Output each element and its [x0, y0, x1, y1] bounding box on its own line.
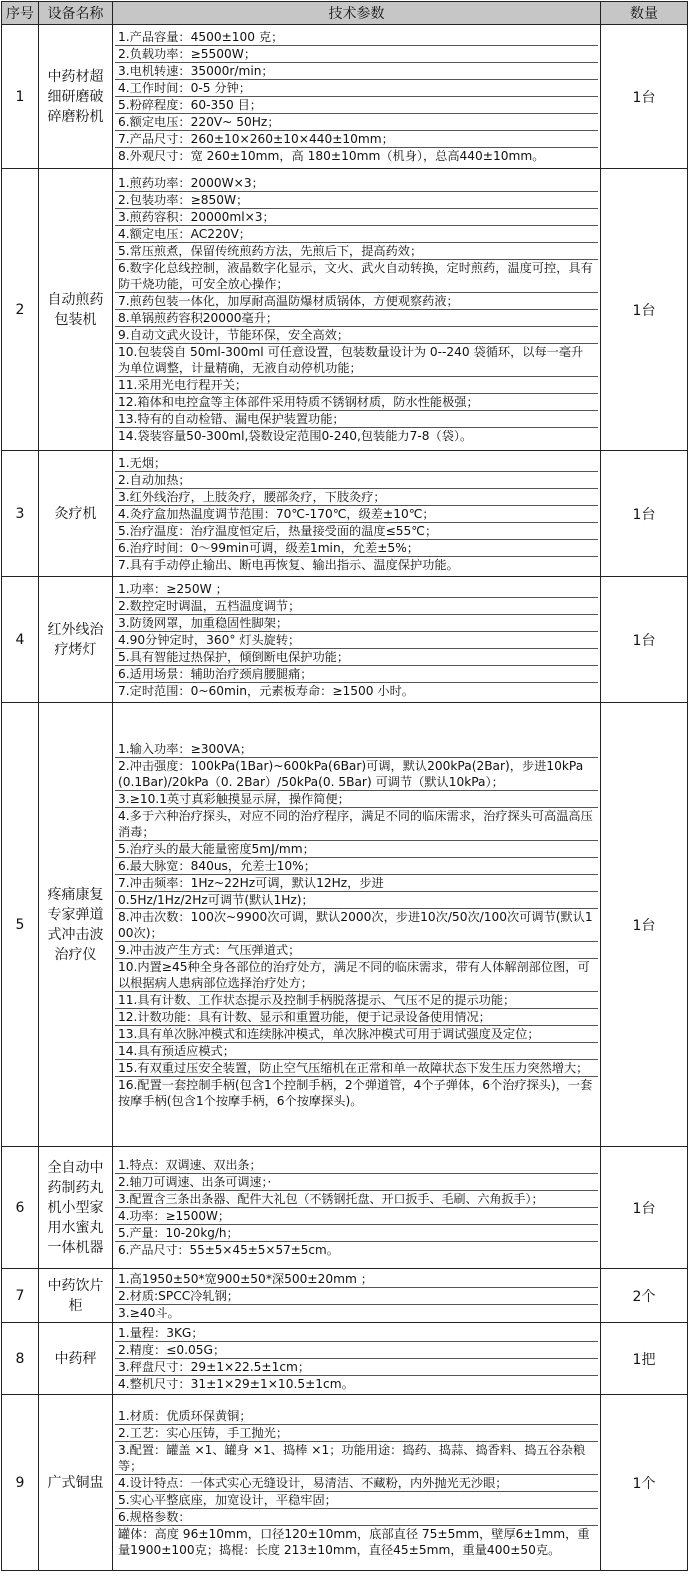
table-row	[2, 577, 688, 703]
param-line: 3.配置含三条出条器、配件大礼包（不锈钢托盘、开口扳手、毛刷、六角扳手）；	[115, 1191, 598, 1208]
param-line: 6.规格参数：	[115, 1509, 598, 1526]
row-params	[113, 1323, 601, 1395]
param-line: 2.负载功率：≥5500W；	[115, 46, 598, 63]
row-qty: 1台	[601, 25, 688, 169]
param-line: 1.特点：双调速、双出条；	[115, 1157, 598, 1174]
param-line: 5.治疗头的最大能量密度5mJ/mm；	[115, 841, 598, 858]
row-params	[113, 451, 601, 577]
param-line: 罐体：高度 96±10mm，口径120±10mm，底部直径 75±5mm，壁厚6±1mm，重量1900±100克；捣棍：长度 213±10mm，直径45±5mm，重量400±50克。	[118, 1526, 590, 1557]
param-line: 4.功率：≥1500W；	[115, 1208, 598, 1225]
param-line: 8.外观尺寸：宽 260±10mm，高 180±10mm（机身），总高440±10mm。	[118, 149, 545, 163]
param-line: 14.袋装容量50-300ml,袋数设定范围0-240,包装能力7-8（袋）。	[118, 429, 473, 443]
header-qty: 数量	[601, 2, 688, 25]
param-line: 7.煎药包装一体化，加厚耐高温防爆材质锅体，方便观察药液；	[115, 293, 598, 310]
table-row	[2, 1323, 688, 1395]
param-line: 11.具有计数、工作状态提示及控制手柄脱落提示、气压不足的提示功能；	[115, 992, 598, 1009]
row-name: 中药材超细研磨破碎磨粉机	[39, 25, 113, 169]
param-line: 8.单锅煎药容积20000毫升；	[115, 310, 598, 327]
row-name: 全自动中药制药丸机小型家用水蜜丸一体机器	[39, 1147, 113, 1269]
param-line: 9.冲击波产生方式：气压弹道式；	[115, 942, 598, 959]
param-line: 5.粉碎程度：60-350 目；	[115, 97, 598, 114]
param-line: 1.高1950±50*宽900±50*深500±20mm ；	[115, 1271, 598, 1288]
table-row	[2, 451, 688, 577]
row-params	[113, 1147, 601, 1269]
param-line: 1.煎药功率：2000W×3；	[115, 175, 598, 192]
param-line: 3.电机转速：35000r/min；	[115, 63, 598, 80]
header-params: 技术参数	[113, 2, 601, 25]
param-line: 1.材质：优质环保黄铜；	[115, 1408, 598, 1425]
table-row	[2, 25, 688, 169]
row-qty: 1台	[601, 1147, 688, 1269]
param-line: 11.采用光电行程开关；	[115, 377, 598, 394]
param-line: 1.功率：≥250W ；	[115, 581, 598, 598]
param-line: 5.治疗温度：治疗温度恒定后，热量接受面的温度≤55℃；	[115, 523, 598, 540]
param-line: 6.数字化总线控制，液晶数字化显示，文火、武火自动转换，定时煎药，温度可控，具有防干烧功能，可安全放心操作；	[115, 260, 598, 293]
param-line: 1.量程：3KG；	[115, 1325, 598, 1342]
row-params	[113, 577, 601, 703]
param-line: 6.适用场景：辅助治疗颈肩腰腿痛；	[115, 666, 598, 683]
row-no: 9	[2, 1395, 39, 1571]
param-line: 0.5Hz/1Hz/2Hz可调节(默认1Hz)；	[115, 892, 598, 909]
param-line: 7.定时范围：0~60min，元素板寿命：≥1500 小时。	[118, 683, 414, 698]
param-line: 2.冲击强度：100kPa(1Bar)~600kPa(6Bar)可调，默认200kPa(2Bar)，步进10kPa(0.1Bar)/20kPa（0. 2Bar）/50kPa(0. 5Bar) 可调节（默认10kPa）；	[115, 758, 598, 791]
table-row	[2, 169, 688, 451]
row-no: 1	[2, 25, 39, 169]
row-qty: 1把	[601, 1323, 688, 1395]
row-name: 疼痛康复专家弹道式冲击波治疗仪	[39, 703, 113, 1147]
param-line: 2.工艺：实心压铸，手工抛光；	[115, 1425, 598, 1442]
param-line: 10.包装袋自 50ml-300ml 可任意设置，包装数量设计为 0--240 袋循环，以每一毫升为单位调整，计量精确，无液自动停机功能；	[115, 344, 598, 377]
param-line: 5.具有智能过热保护，倾倒断电保护功能；	[115, 649, 598, 666]
param-line: 4.工作时间：0-5 分钟；	[115, 80, 598, 97]
param-line: 9.自动文武火设计，节能环保，安全高效；	[115, 327, 598, 344]
row-params	[113, 25, 601, 169]
param-line: 4.90分钟定时，360° 灯头旋转；	[115, 632, 598, 649]
param-line: 2.精度：≤0.05G；	[115, 1342, 598, 1359]
table-row	[2, 703, 688, 1147]
row-params	[113, 703, 601, 1147]
row-name: 灸疗机	[39, 451, 113, 577]
param-line: 12.箱体和电控盒等主体部件采用特质不锈钢材质，防水性能极强；	[115, 394, 598, 411]
row-no: 6	[2, 1147, 39, 1269]
row-qty: 1个	[601, 1395, 688, 1571]
param-line: 1.产品容量：4500±100 克；	[115, 29, 598, 46]
param-line: 2.包装功率：≥850W；	[115, 192, 598, 209]
param-line: 7.冲击频率：1Hz~22Hz可调，默认12Hz，步进	[115, 875, 598, 892]
row-qty: 1台	[601, 577, 688, 703]
param-line: 5.产量：10-20kg/h；	[115, 1225, 598, 1242]
param-line: 4.额定电压：AC220V；	[115, 226, 598, 243]
row-name: 红外线治疗烤灯	[39, 577, 113, 703]
param-line: 10.内置≥45种全身各部位的治疗处方，满足不同的临床需求，带有人体解剖部位图，可以根据病人患病部位选择治疗处方；	[115, 959, 598, 992]
param-line: 12.计数功能：具有计数、显示和重置功能，便于记录设备使用情况；	[115, 1009, 598, 1026]
param-line: 5.常压煎煮，保留传统煎药方法，先煎后下，提高药效；	[115, 243, 598, 260]
param-line: 8.冲击次数：100次~9900次可调，默认2000次，步进10次/50次/100次可调节(默认100次)；	[115, 909, 598, 942]
table-row	[2, 1269, 688, 1323]
param-line: 13.具有单次脉冲模式和连续脉冲模式，单次脉冲模式可用于调试强度及定位；	[115, 1026, 598, 1043]
param-line: 4.整机尺寸：31±1×29±1×10.5±1cm。	[118, 1377, 354, 1391]
param-line: 2.轴刀可调速、出条可调速；·	[115, 1174, 598, 1191]
param-line: 3.红外线治疗，上肢灸疗，腰部灸疗，下肢灸疗；	[115, 489, 598, 506]
row-name: 自动煎药包装机	[39, 169, 113, 451]
param-line: 6.治疗时间：0～99min可调，级差1min，允差±5%；	[115, 540, 598, 557]
row-no: 7	[2, 1269, 39, 1323]
param-line: 5.实心平整底座，加宽设计，平稳牢固；	[115, 1492, 598, 1509]
param-line: 3.煎药容积：20000ml×3；	[115, 209, 598, 226]
param-line: 1.无烟；	[115, 455, 598, 472]
param-line: 1.输入功率：≥300VA；	[115, 741, 598, 758]
param-line: 6.额定电压：220V~ 50Hz；	[115, 114, 598, 131]
row-no: 8	[2, 1323, 39, 1395]
param-line: 3.防烫网罩，加重稳固性脚架；	[115, 615, 598, 632]
row-qty: 2个	[601, 1269, 688, 1323]
row-params	[113, 1395, 601, 1571]
param-line: 6.最大脉宽：840us，允差士10%；	[115, 858, 598, 875]
equipment-spec-table	[1, 1, 688, 1571]
row-params	[113, 1269, 601, 1323]
table-row	[2, 1147, 688, 1269]
param-line: 15.有双重过压安全装置，防止空气压缩机在正常和单一故障状态下发生压力突然增大；	[115, 1060, 598, 1077]
header-name: 设备名称	[39, 2, 113, 25]
row-no: 3	[2, 451, 39, 577]
param-line: 14.具有预适应模式；	[115, 1043, 598, 1060]
row-name: 广式铜盅	[39, 1395, 113, 1571]
param-line: 3.秤盘尺寸：29±1×22.5±1cm；	[115, 1359, 598, 1376]
row-no: 4	[2, 577, 39, 703]
param-line: 3.≥10.1英寸真彩触摸显示屏，操作简便；	[115, 791, 598, 808]
param-line: 7.具有手动停止输出、断电再恢复、输出指示、温度保护功能。	[118, 557, 459, 572]
table-row	[2, 1395, 688, 1571]
param-line: 13.特有的自动检错、漏电保护装置功能；	[115, 411, 598, 428]
param-line: 2.自动加热；	[115, 472, 598, 489]
row-no: 2	[2, 169, 39, 451]
row-params	[113, 169, 601, 451]
param-line: 4.多于六种治疗探头，对应不同的治疗程序，满足不同的临床需求，治疗探头可高温高压消毒；	[115, 808, 598, 841]
param-line: 2.材质:SPCC冷轧钢；	[115, 1288, 598, 1305]
param-line: 3.≥40斗。	[118, 1305, 180, 1320]
param-line: 16.配置一套控制手柄(包含1个控制手柄，2个弹道管，4个子弹体，6个治疗探头)，一套按摩手柄(包含1个按摩手柄，6个按摩探头)。	[118, 1077, 593, 1108]
row-no: 5	[2, 703, 39, 1147]
row-qty: 1台	[601, 169, 688, 451]
table-header	[2, 2, 688, 25]
row-name: 中药秤	[39, 1323, 113, 1395]
row-name: 中药饮片柜	[39, 1269, 113, 1323]
header-no: 序号	[2, 2, 39, 25]
row-qty: 1台	[601, 451, 688, 577]
param-line: 2.数控定时调温，五档温度调节；	[115, 598, 598, 615]
param-line: 4.设计特点：一体式实心无缝设计，易清洁、不藏粉，内外抛光无沙眼；	[115, 1475, 598, 1492]
param-line: 4.灸疗盒加热温度调节范围：70℃-170℃，级差±10℃；	[115, 506, 598, 523]
param-line: 7.产品尺寸：260±10×260±10×440±10mm；	[115, 131, 598, 148]
param-line: 3.配置：罐盖 ×1、罐身 ×1、捣棒 ×1；功能用途：捣药、捣蒜、捣香料、捣五谷杂粮等；	[115, 1442, 598, 1475]
row-qty: 1台	[601, 703, 688, 1147]
param-line: 6.产品尺寸：55±5×45±5×57±5cm。	[118, 1243, 339, 1257]
